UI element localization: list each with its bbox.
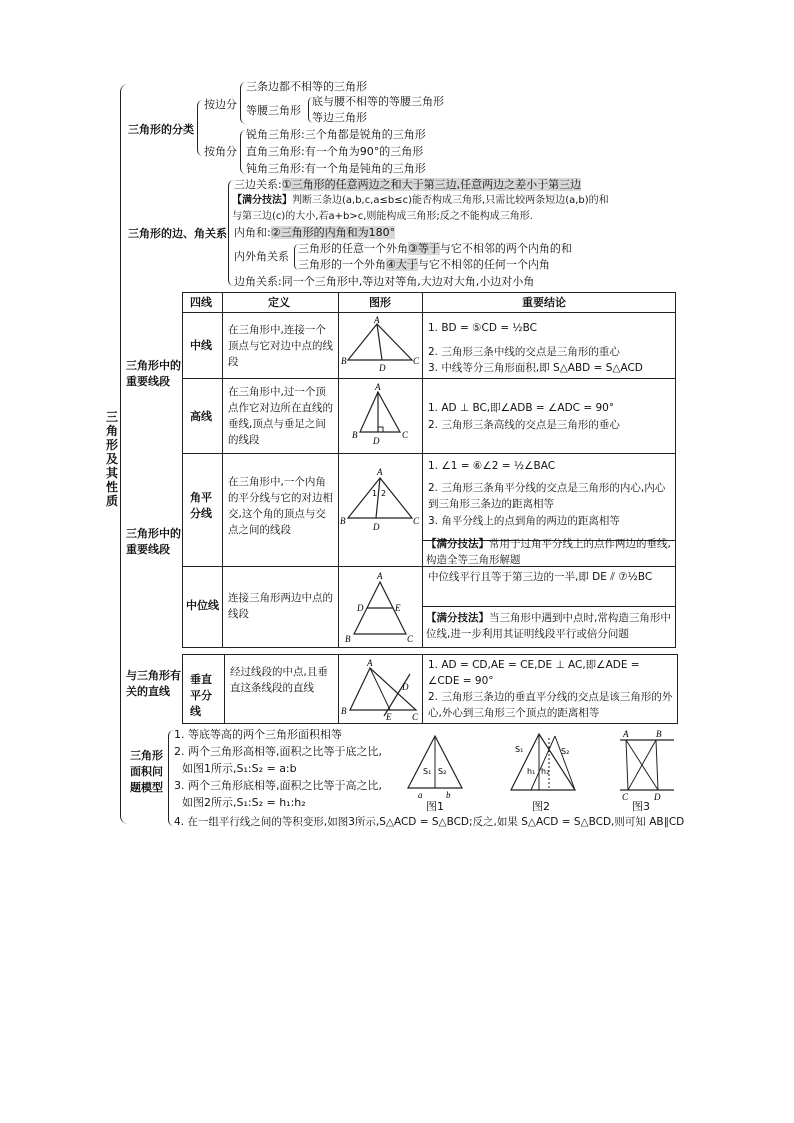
header-four-lines: 四线 (190, 296, 212, 309)
header-figure: 图形 (369, 296, 391, 309)
header-conclusion: 重要结论 (522, 296, 566, 309)
median-fig-label-c: C (413, 356, 420, 366)
bisector-fig-label-2: 2 (381, 489, 387, 498)
by-angle-label: 按角分 (204, 145, 237, 158)
exterior-1: 三角形的任意一个外角③等于与它不相邻的两个内角的和 (298, 242, 572, 255)
altitude-fig-label-a: A (375, 382, 381, 392)
side-class-3: 等边三角形 (312, 111, 367, 124)
row-bisector-c1: 1. ∠1 = ⑥∠2 = ½∠BAC (428, 460, 556, 472)
median-fig-label-a: A (374, 315, 380, 325)
row-altitude-c2: 2. 三角形三条高线的交点是三角形的垂心 (428, 419, 620, 431)
angle-class-2: 直角三角形:有一个角为90°的三角形 (246, 145, 424, 158)
altitude-figure (340, 380, 420, 452)
row-bisector-tip: 【满分技法】常用于过角平分线上的点作两边的垂线,构造全等三角形解题 (426, 538, 671, 566)
three-sides: 三边关系:①三角形的任意两边之和大于第三边,任意两边之差小于第三边 (234, 178, 582, 191)
midline-fig-label-a: A (377, 571, 383, 581)
fig2-label-h2: h₂ (541, 767, 550, 776)
altitude-fig-label-d: D (373, 436, 380, 446)
inner-angle-sum: 内角和:②三角形的内角和为180° (234, 226, 396, 239)
altitude-fig-label-c: C (402, 430, 409, 440)
perp-fig-label-a: A (367, 658, 373, 668)
perp-fig-label-d: D (402, 682, 409, 692)
fig3-caption: 图3 (632, 800, 650, 813)
vertical-title: 三角形及其性质 (106, 410, 119, 508)
bisector-fig-label-c: C (413, 516, 420, 526)
row-bisector-c2: 2. 三角形三条角平分线的交点是三角形的内心,内心到三角形三条边的距离相等 (428, 482, 666, 510)
row-midline-c1: 中位线平行且等于第三边的一半,即 DE ⫽ ⑦½BC (428, 571, 653, 583)
tip-sides-1: 【满分技法】判断三条边(a,b,c,a≤b≤c)能否构成三角形,只需比较两条短边(a,b)的和 (232, 195, 609, 206)
perp-fig-label-e: E (386, 712, 392, 722)
exterior-2: 三角形的一个外角④大于与它不相邻的任何一个内角 (298, 258, 550, 271)
perp-name: 垂直平分线 (190, 673, 212, 718)
bisector-fig-label-a: A (377, 467, 383, 477)
isosceles-label: 等腰三角形 (246, 104, 301, 117)
group-label-lower: 三角形中的重要线段 (126, 527, 181, 556)
inout-label: 内外角关系 (234, 250, 289, 263)
row-bisector-name: 角平分线 (190, 491, 212, 520)
midline-fig-label-e: E (395, 603, 401, 613)
sec2-label: 三角形的边、角关系 (128, 227, 227, 240)
side-angle-relation: 边角关系:同一个三角形中,等边对等角,大边对大角,小边对小角 (234, 275, 535, 288)
fig3-label-d: D (654, 792, 661, 802)
row-median-name: 中线 (190, 339, 212, 352)
area-line-1: 1. 等底等高的两个三角形面积相等 (174, 728, 342, 741)
group-label-upper: 三角形中的重要线段 (126, 359, 181, 388)
perp-fig-label-b: B (341, 706, 347, 716)
row-median-c2: 2. 三角形三条中线的交点是三角形的重心 (428, 346, 620, 358)
row-median-c3: 3. 中线等分三角形面积,即 S△ABD = S△ACD (428, 362, 643, 374)
tip-sides-2: 与第三边(c)的大小,若a+b>c,则能构成三角形;反之不能构成三角形. (232, 211, 533, 222)
midline-fig-label-b: B (345, 634, 351, 644)
bisector-figure (340, 460, 420, 532)
area-figure-2 (505, 728, 585, 800)
fig2-label-s2: S₂ (561, 747, 570, 756)
area-line-4: 4. 在一组平行线之间的等积变形,如图3所示,S△ACD = S△BCD;反之,如果 S△ACD = S△BCD,则可知 AB∥CD (174, 816, 685, 828)
area-label: 三角形面积问题模型 (130, 749, 163, 794)
side-class-1: 三条边都不相等的三角形 (246, 80, 367, 93)
midline-figure (340, 568, 420, 646)
sec1-brace (197, 100, 204, 156)
fig1-label-a: a (418, 790, 423, 800)
bisector-fig-label-b: B (340, 516, 346, 526)
midline-fig-label-d: D (357, 603, 364, 613)
area-line-2a: 2. 两个三角形高相等,面积之比等于底之比, (174, 745, 382, 758)
area-figure-3 (612, 728, 682, 800)
fig1-caption: 图1 (426, 800, 444, 813)
side-class-2: 底与腰不相等的等腰三角形 (312, 95, 444, 108)
row-altitude-def: 在三角形中,过一个顶点作它对边所在直线的垂线,顶点与垂足之间的线段 (228, 386, 333, 446)
row-median-def: 在三角形中,连接一个顶点与它对边中点的线段 (228, 324, 333, 368)
fig3-label-a: A (623, 729, 629, 739)
sec1-label: 三角形的分类 (128, 123, 194, 136)
row-midline-def: 连接三角形两边中点的线段 (228, 592, 333, 620)
median-figure (340, 314, 420, 376)
area-line-3a: 3. 两个三角形底相等,面积之比等于高之比, (174, 779, 382, 792)
outer-brace (120, 84, 129, 824)
perp-fig-label-c: C (412, 712, 419, 722)
row-altitude-name: 高线 (190, 410, 212, 423)
fig3-label-c: C (622, 792, 629, 802)
area-figure-1 (400, 730, 470, 800)
fig2-label-h1: h₁ (527, 767, 536, 776)
fig1-label-s2: S₂ (438, 767, 447, 776)
by-side-label: 按边分 (204, 98, 237, 111)
fig1-label-b: b (446, 790, 451, 800)
perp-c1: 1. AD = CD,AE = CE,DE ⊥ AC,即∠ADE = ∠CDE = 90° (428, 659, 640, 687)
perp-figure (340, 656, 422, 722)
fig2-label-s1: S₁ (515, 745, 524, 754)
midline-fig-label-c: C (407, 634, 414, 644)
row-midline-name: 中位线 (186, 599, 219, 612)
altitude-fig-label-b: B (352, 430, 358, 440)
perp-def: 经过线段的中点,且垂直这条线段的直线 (230, 666, 328, 694)
fig1-label-s1: S₁ (423, 767, 432, 776)
perp-c2: 2. 三角形三条边的垂直平分线的交点是该三角形的外心,外心到三角形三个顶点的距离相等 (428, 691, 673, 719)
row-bisector-c3: 3. 角平分线上的点到角的两边的距离相等 (428, 515, 620, 527)
median-fig-label-d: D (379, 363, 386, 373)
perp-label: 与三角形有关的直线 (126, 669, 181, 698)
row-median-c1: 1. BD = ⑤CD = ½BC (428, 322, 537, 334)
row-altitude-c1: 1. AD ⊥ BC,即∠ADB = ∠ADC = 90° (428, 402, 615, 414)
median-fig-label-b: B (341, 356, 347, 366)
header-definition: 定义 (268, 296, 290, 309)
angle-class-3: 钝角三角形:有一个角是钝角的三角形 (246, 162, 426, 175)
fig3-label-b: B (656, 729, 662, 739)
bisector-fig-label-1: 1 (372, 489, 378, 498)
row-midline-tip: 【满分技法】当三角形中遇到中点时,常构造三角形中位线,进一步利用其证明线段平行或倍分问题 (426, 612, 671, 640)
angle-class-1: 锐角三角形:三个角都是锐角的三角形 (246, 128, 426, 141)
area-line-3b: 如图2所示,S₁:S₂ = h₁:h₂ (182, 796, 306, 809)
fig2-caption: 图2 (532, 800, 550, 813)
bisector-fig-label-d: D (373, 522, 380, 532)
area-line-2b: 如图1所示,S₁:S₂ = a:b (182, 762, 297, 775)
row-bisector-def: 在三角形中,一个内角的平分线与它的对边相交,这个角的顶点与交点之间的线段 (228, 476, 333, 536)
